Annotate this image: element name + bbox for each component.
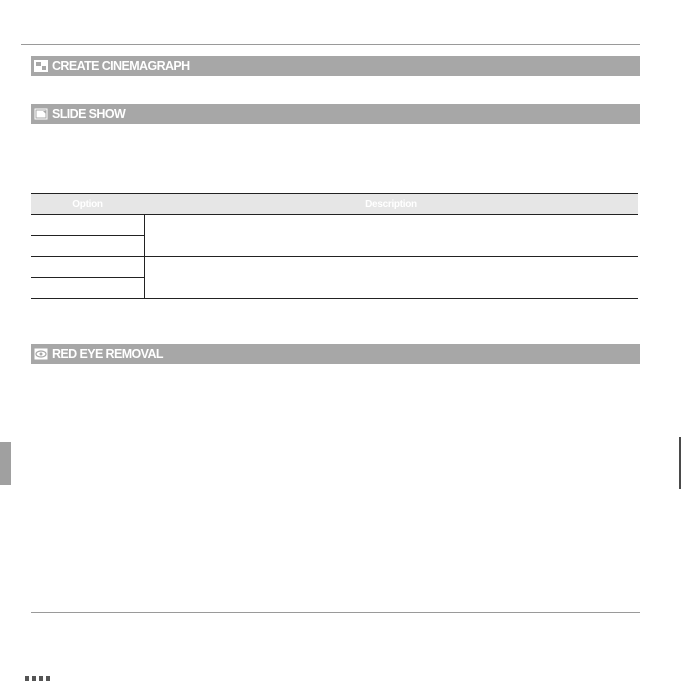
section-title: SLIDE SHOW <box>52 107 126 121</box>
table-row <box>31 257 638 278</box>
section-title: RED EYE REMOVAL <box>52 347 163 361</box>
section-header-create-cinemagraph <box>31 56 640 76</box>
footer-mark <box>46 676 50 681</box>
section-title: CREATE CINEMAGRAPH <box>52 59 190 73</box>
option-cell <box>31 215 144 236</box>
section-header-red-eye-removal <box>31 344 640 364</box>
cinemagraph-icon <box>34 60 48 72</box>
table-header-row <box>31 194 638 215</box>
option-cell <box>31 236 144 257</box>
footer-marks <box>25 675 50 681</box>
top-divider <box>21 44 640 45</box>
chapter-side-tab <box>0 442 11 485</box>
column-header-description: Description <box>144 194 638 215</box>
footer-mark <box>39 676 43 681</box>
section-header-slide-show <box>31 104 640 124</box>
table-row <box>31 215 638 236</box>
option-cell <box>31 257 144 278</box>
options-table <box>31 193 638 299</box>
description-cell <box>144 257 638 299</box>
option-cell <box>31 278 144 299</box>
slideshow-icon <box>34 108 48 120</box>
column-header-option: Option <box>31 194 144 215</box>
footer-mark <box>32 676 36 681</box>
red-eye-icon <box>34 348 48 360</box>
footer-mark <box>25 676 29 681</box>
description-cell <box>144 215 638 257</box>
bottom-divider <box>31 612 640 613</box>
